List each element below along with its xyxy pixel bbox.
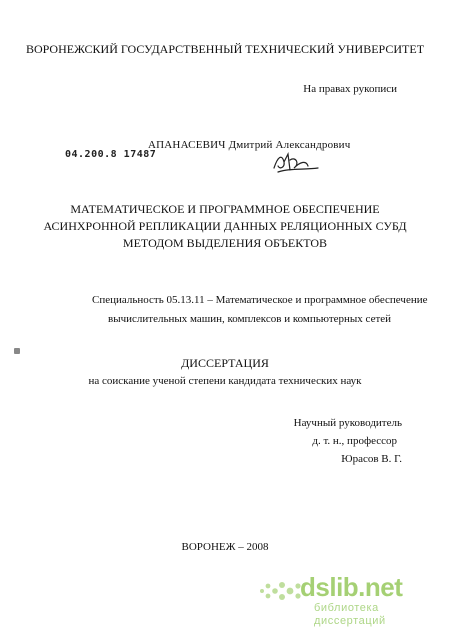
degree-statement: на соискание ученой степени кандидата технических наук (88, 375, 362, 387)
thesis-title-line-2: АСИНХРОННОЙ РЕПЛИКАЦИИ ДАННЫХ РЕЛЯЦИОННЫХ СУБД (43, 219, 407, 233)
specialty-line-1: Специальность 05.13.11 – Математическое и программное обеспечение (92, 294, 428, 306)
city-year: ВОРОНЕЖ – 2008 (181, 541, 269, 553)
handwritten-signature (270, 150, 322, 176)
thesis-title-line-3: МЕТОДОМ ВЫДЕЛЕНИЯ ОБЪЕКТОВ (122, 236, 328, 250)
author-name-text: АПАНАСЕВИЧ Дмитрий Александрович (148, 139, 351, 151)
dissertation-label: ДИССЕРТАЦИЯ (181, 356, 269, 370)
dslib-watermark (252, 571, 442, 627)
specialty-line-2: вычислительных машин, комплексов и компьютерных сетей (108, 313, 392, 325)
supervisor-title: д. т. н., профессор (312, 435, 397, 447)
supervisor-role: Научный руководитель (293, 417, 402, 429)
university-name: ВОРОНЕЖСКИЙ ГОСУДАРСТВЕННЫЙ ТЕХНИЧЕСКИЙ УНИВЕРСИТЕТ (25, 42, 425, 56)
watermark-subtitle: библиотека диссертаций (314, 602, 386, 627)
thesis-title-line-1: МАТЕМАТИЧЕСКОЕ И ПРОГРАММНОЕ ОБЕСПЕЧЕНИЕ (70, 202, 380, 216)
registry-code: 04.200.8 17487 (65, 149, 157, 160)
manuscript-rights-note: На правах рукописи (303, 83, 397, 95)
watermark-brand: dslib.net (300, 572, 403, 602)
scan-mark (14, 348, 20, 354)
dots-logo-icon (256, 579, 306, 603)
supervisor-name: Юрасов В. Г. (341, 453, 402, 465)
